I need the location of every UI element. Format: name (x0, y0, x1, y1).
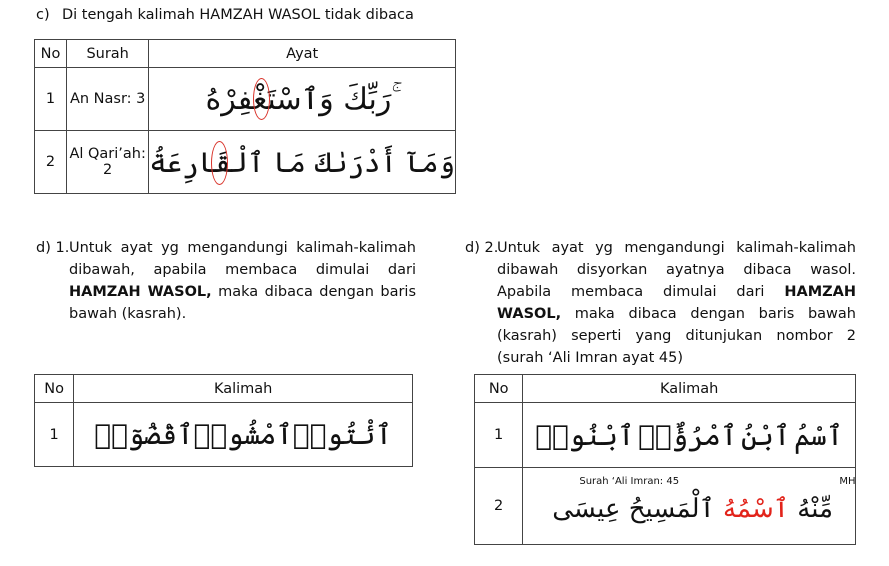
d2-text-after: maka dibaca dengan baris bawah (kasrah) seperti yang ditunjukan nombor 2 (surah ‘Ali Imran ayat 45) (497, 306, 856, 366)
verse-text (552, 494, 833, 524)
kalimah-word: ٱمْرُؤٌا۟ (638, 418, 738, 452)
d1-text-before: Untuk ayat yg mengandungi kalimah-kalimah dibawah, apabila membaca dimulai dari (69, 240, 416, 278)
col-kalimah: Kalimah (74, 375, 413, 403)
row-ayat (149, 68, 456, 131)
verse-start: مِّنْهُ (789, 494, 833, 524)
col-no: No (35, 375, 74, 403)
row-no: 1 (475, 403, 523, 468)
verse-end: ٱلْمَسِيحُ عِيسَى (552, 494, 724, 524)
verse-reference: Surah ‘Ali Imran: 45 (579, 476, 680, 487)
row-no: 1 (35, 403, 74, 467)
table-row (475, 403, 856, 468)
table-c-header (35, 40, 456, 68)
col-no: No (475, 375, 523, 403)
table-d1 (34, 374, 413, 467)
section-d2-label: d) 2. (465, 240, 499, 256)
kalimah-word: ٱقْضُوٓا۟ (94, 418, 194, 451)
table-row (35, 131, 456, 194)
d2-text-before: Untuk ayat yg mengandungi kalimah-kalimah dibawah disyorkan ayatnya dibaca wasol. Apabila membaca dimulai dari (497, 240, 856, 300)
section-c-heading (36, 7, 414, 23)
section-d1-text (36, 237, 416, 327)
row-kalimah (74, 403, 413, 467)
row-no: 1 (35, 68, 67, 131)
section-d2-text (465, 237, 856, 371)
d2-text-bold: HAMZAH WASOL, (497, 284, 857, 322)
table-row (35, 403, 413, 467)
table-d2-header (475, 375, 856, 403)
section-d2-body (497, 237, 856, 369)
col-ayat: Ayat (149, 40, 456, 68)
row-ayat (149, 131, 456, 194)
col-kalimah: Kalimah (523, 375, 856, 403)
kalimah-word: ٱبْنُوا۟ (535, 418, 635, 452)
section-d1-body (69, 237, 416, 325)
section-c-label: c) (36, 7, 50, 23)
ayat-text: وَمَآ أَدْرَىٰكَ مَا ٱلْقَارِعَةُ (149, 145, 455, 179)
kalimah-word: ٱبْنُ (741, 418, 791, 452)
row-surah: An Nasr: 3 (66, 68, 148, 131)
kalimah-word: ٱئْتُوا۟ (292, 418, 392, 451)
col-no: No (35, 40, 67, 68)
kalimah-word: ٱسْمُ (793, 418, 844, 452)
row-no: 2 (475, 468, 523, 545)
row-verse (523, 468, 856, 545)
row-no: 2 (35, 131, 67, 194)
table-c (34, 39, 456, 194)
table-row (35, 68, 456, 131)
row-kalimah (523, 403, 856, 468)
table-row (475, 468, 856, 545)
table-d2 (474, 374, 856, 545)
section-d1-label: d) 1. (36, 240, 70, 256)
verse-highlight: ٱسْمُهُ (723, 494, 790, 524)
col-surah: Surah (66, 40, 148, 68)
verse-mark: MH (839, 476, 856, 487)
row-surah: Al Qari’ah: 2 (66, 131, 148, 194)
section-c-title: Di tengah kalimah HAMZAH WASOL tidak dibaca (62, 7, 414, 23)
d1-text-bold: HAMZAH WASOL, (69, 284, 212, 300)
ayat-text: رَبِّكَ وَٱسْتَغْفِرْهُ ۚ (205, 81, 399, 117)
table-d1-header (35, 375, 413, 403)
d1-text-after: maka dibaca dengan baris bawah (kasrah). (69, 284, 417, 322)
kalimah-word: ٱمْشُوا۟ (193, 418, 293, 451)
